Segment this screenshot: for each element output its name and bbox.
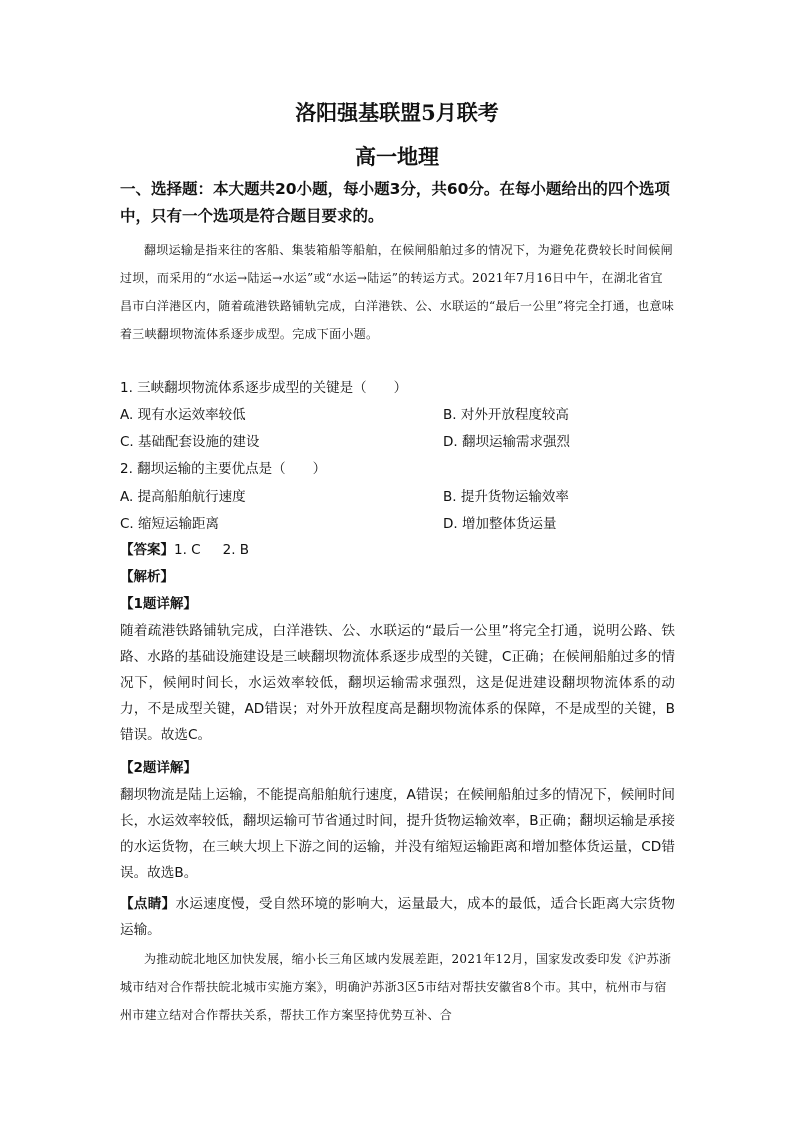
question-1-option-d[interactable]: D. 翻坝运输需求强烈 — [443, 434, 570, 450]
tip-block — [120, 891, 675, 943]
question-1-stem: 1. 三峡翻坝物流体系逐步成型的关键是（ ） — [120, 380, 408, 396]
detail-1-text: 随着疏港铁路铺轨完成，白洋港铁、公、水联运的“最后一公里”将完全打通，说明公路、铁路、水路的基础设施建设是三峡翻坝物流体系逐步成型的关键，C正确；在候闸船舶过多的情况下，候闸时间长，水运效率较低，翻坝运输需求强烈，这是促进建设翻坝物流体系的动力，不是成型关键，AD错误；对外开放程度高是翻坝物流体系的保障，不是成型的关键，B错误。故选C。 — [120, 623, 675, 743]
reading-passage-2: 为推动皖北地区加快发展，缩小长三角区域内发展差距，2021年12月，国家发改委印发《沪苏浙城市结对合作帮扶皖北城市实施方案》，明确沪苏浙3区5市结对帮扶安徽省8个市。其中，杭州市与宿州市建立结对合作帮扶关系，帮扶工作方案坚持优势互补、合 — [120, 952, 672, 1022]
answer-1: 1. C — [174, 542, 201, 558]
question-2-option-b[interactable]: B. 提升货物运输效率 — [443, 489, 569, 505]
detail-2-text: 翻坝物流是陆上运输，不能提高船舶航行速度，A错误；在候闸船舶过多的情况下，候闸时间长，水运效率较低，翻坝运输可节省通过时间，提升货物运输效率，B正确；翻坝运输是承接的水运货物，在三峡大坝上下游之间的运输，并没有缩短运输距离和增加整体货运量，CD错误。故选B。 — [120, 787, 675, 881]
reading-passage-1: 翻坝运输是指来往的客船、集装箱船等船舶，在候闸船舶过多的情况下，为避免花费较长时间候闸过坝，而采用的“水运→陆运→水运”或“水运→陆运”的转运方式。2021年7月16日中午，在湖北省宜昌市白洋港区内，随着疏港铁路铺轨完成，白洋港铁、公、水联运的“最后一公里”将完全打通，也意味着三峡翻坝物流体系逐步成型。完成下面小题。 — [120, 243, 675, 341]
question-2-stem: 2. 翻坝运输的主要优点是（ ） — [120, 461, 327, 477]
exam-subject: 高一地理 — [355, 144, 439, 169]
answer-2: 2. B — [222, 542, 250, 558]
question-2-option-a[interactable]: A. 提高船舶航行速度 — [120, 489, 246, 505]
question-2-option-d[interactable]: D. 增加整体货运量 — [443, 516, 557, 532]
detail-2-label: 【2题详解】 — [120, 760, 197, 776]
tip-label: 【点睛】 — [120, 896, 176, 912]
question-1-option-a[interactable]: A. 现有水运效率较低 — [120, 407, 246, 423]
answer-line — [120, 537, 249, 563]
section-heading: 一、选择题：本大题共20小题，每小题3分，共60分。在每小题给出的四个选项中，只有一个选项是符合题目要求的。 — [120, 180, 670, 225]
question-2-option-c[interactable]: C. 缩短运输距离 — [120, 516, 220, 532]
answer-label: 【答案】 — [120, 542, 174, 558]
analysis-label: 【解析】 — [120, 569, 174, 585]
question-1-option-b[interactable]: B. 对外开放程度较高 — [443, 407, 569, 423]
detail-1-label: 【1题详解】 — [120, 596, 197, 612]
exam-title: 洛阳强基联盟5月联考 — [295, 100, 499, 125]
tip-text: 水运速度慢，受自然环境的影响大，运量最大，成本的最低，适合长距离大宗货物运输。 — [120, 896, 675, 938]
question-1-option-c[interactable]: C. 基础配套设施的建设 — [120, 434, 260, 450]
